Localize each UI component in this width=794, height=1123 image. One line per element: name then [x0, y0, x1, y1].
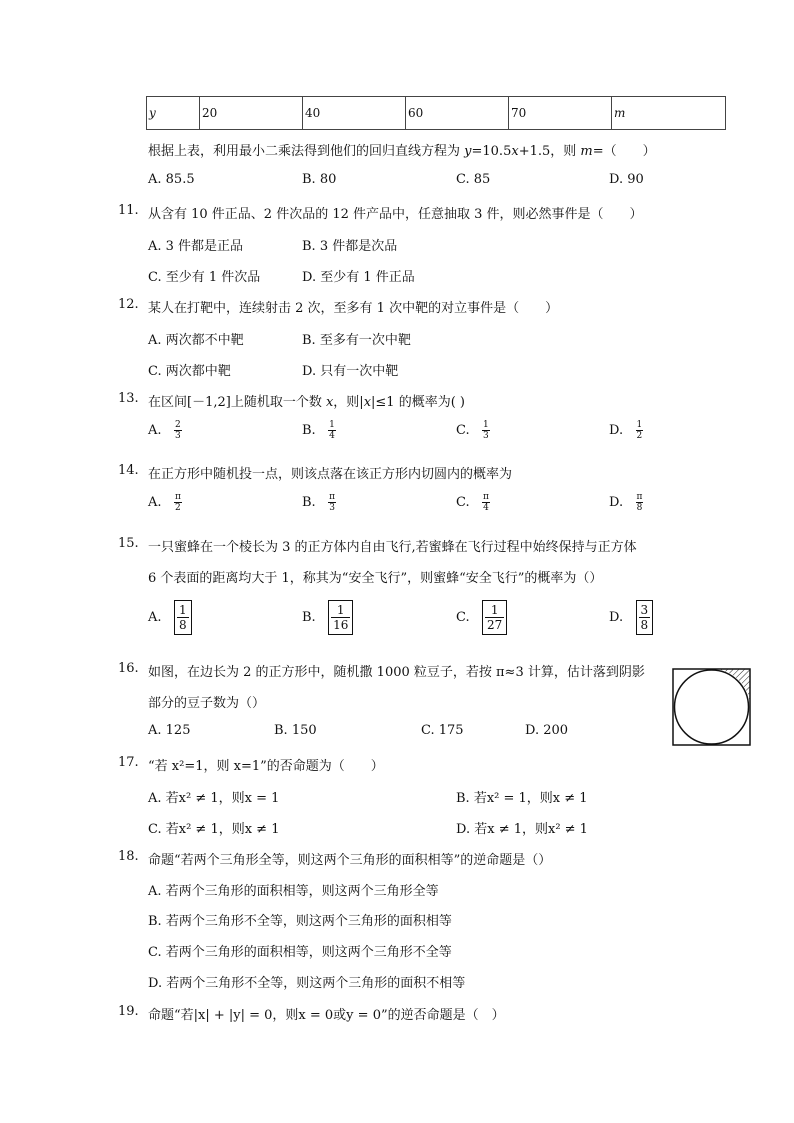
square-circle-figure — [672, 668, 752, 746]
fraction — [636, 420, 644, 441]
q12-option-c[interactable]: C. 两次都中靶 — [148, 364, 231, 379]
q12-option-d[interactable]: D. 只有一次中靶 — [302, 364, 399, 379]
q16-option-a[interactable]: A. 125 — [148, 723, 191, 738]
q13-stem-a: 在区间[－1,2]上随机取一个数 — [148, 395, 326, 410]
q13-option-c-label: C. — [456, 423, 470, 438]
q13-stem — [148, 391, 465, 410]
q14-option-c[interactable] — [456, 492, 490, 513]
denominator: 27 — [487, 618, 503, 632]
q17-option-c[interactable]: C. 若x² ≠ 1，则x ≠ 1 — [148, 822, 280, 837]
numerator: 1 — [483, 420, 489, 430]
q17-option-b[interactable]: B. 若x² = 1，则x ≠ 1 — [456, 791, 588, 806]
q15-option-d[interactable] — [609, 600, 653, 635]
q15-option-a[interactable] — [148, 600, 192, 635]
q10-option-a[interactable]: A. 85.5 — [148, 172, 195, 187]
q14-option-b[interactable] — [302, 492, 336, 513]
q11-number: 11. — [118, 203, 139, 218]
q15-number: 15. — [118, 536, 139, 551]
boxed-fraction — [482, 600, 507, 635]
q10-option-b[interactable]: B. 80 — [302, 172, 337, 187]
q14-number: 14. — [118, 463, 139, 478]
numerator: 3 — [640, 603, 649, 617]
q14-option-d[interactable] — [609, 492, 643, 513]
q13-option-b-label: B. — [302, 423, 316, 438]
fraction — [328, 420, 336, 441]
q10-eq-end: +1.5，则 — [518, 144, 581, 159]
q15-stem-line2: 6 个表面的距离均大于 1，称其为“安全飞行”，则蜜蜂“安全飞行”的概率为（） — [148, 571, 603, 586]
q13-stem-x2: x — [363, 395, 372, 410]
fraction — [328, 492, 336, 513]
fraction — [482, 420, 490, 441]
q10-option-d[interactable]: D. 90 — [609, 172, 644, 187]
q12-number: 12. — [118, 297, 139, 312]
q15-option-d-label: D. — [609, 610, 624, 625]
q13-option-a[interactable] — [148, 420, 182, 441]
denominator: 8 — [640, 618, 649, 632]
table-cell: 20 — [200, 97, 303, 130]
q10-stem-text-b: =（ ） — [592, 144, 656, 159]
numerator: π — [636, 492, 643, 502]
q19-number: 19. — [118, 1004, 139, 1019]
numerator: 2 — [174, 420, 181, 430]
q17-option-d[interactable]: D. 若x ≠ 1，则x² ≠ 1 — [456, 822, 588, 837]
inscribed-circle — [675, 670, 749, 744]
fraction — [174, 492, 182, 513]
q15-option-b-label: B. — [302, 610, 316, 625]
boxed-fraction — [328, 600, 353, 635]
q15-option-c-label: C. — [456, 610, 470, 625]
table-row — [147, 97, 726, 130]
q13-option-c[interactable] — [456, 420, 490, 441]
boxed-fraction — [636, 600, 654, 635]
numerator: 1 — [329, 420, 335, 430]
denominator: 16 — [333, 618, 349, 632]
q15-option-a-label: A. — [148, 610, 162, 625]
q18-number: 18. — [118, 849, 139, 864]
q18-option-d[interactable]: D. 若两个三角形不全等，则这两个三角形的面积不相等 — [148, 976, 466, 991]
q16-number: 16. — [118, 661, 139, 676]
q10-m: m — [580, 144, 593, 159]
q14-option-a[interactable] — [148, 492, 182, 513]
q14-stem: 在正方形中随机投一点，则该点落在该正方形内切圆内的概率为 — [148, 467, 513, 482]
q15-stem-line1: 一只蜜蜂在一个棱长为 3 的正方体内自由飞行,若蜜蜂在飞行过程中始终保持与正方体 — [148, 540, 637, 555]
q14-option-a-label: A. — [148, 495, 162, 510]
q11-option-b[interactable]: B. 3 件都是次品 — [302, 239, 398, 254]
table-cell: 60 — [406, 97, 509, 130]
q10-option-c[interactable]: C. 85 — [456, 172, 491, 187]
q15-option-b[interactable] — [302, 600, 353, 635]
q11-option-d[interactable]: D. 至少有 1 件正品 — [302, 270, 415, 285]
denominator: 8 — [178, 618, 187, 632]
q10-eq-x: x — [511, 144, 519, 159]
q18-option-c[interactable]: C. 若两个三角形的面积相等，则这两个三角形不全等 — [148, 945, 452, 960]
fraction — [636, 492, 644, 513]
data-table — [146, 96, 726, 130]
q18-option-a[interactable]: A. 若两个三角形的面积相等，则这两个三角形全等 — [148, 884, 439, 899]
q16-stem-line1: 如图，在边长为 2 的正方形中，随机撒 1000 粒豆子，若按 π≈3 计算，估计落到阴影 — [148, 665, 645, 680]
table-cell: 40 — [303, 97, 406, 130]
q11-option-a[interactable]: A. 3 件都是正品 — [148, 239, 244, 254]
table-cell: m — [612, 97, 726, 130]
q15-option-c[interactable] — [456, 600, 507, 635]
fraction — [482, 492, 490, 513]
q11-stem: 从含有 10 件正品、2 件次品的 12 件产品中，任意抽取 3 件，则必然事件是（ ） — [148, 207, 643, 222]
q11-option-c[interactable]: C. 至少有 1 件次品 — [148, 270, 261, 285]
q10-stem — [148, 140, 656, 159]
q17-stem: “若 x²=1，则 x=1”的否命题为（ ） — [148, 759, 384, 774]
q19-stem: 命题“若|x| + |y| = 0，则x = 0或y = 0”的逆否命题是（ ） — [148, 1008, 505, 1023]
q12-option-a[interactable]: A. 两次都不中靶 — [148, 333, 244, 348]
numerator: 1 — [485, 603, 504, 618]
denominator: 8 — [636, 503, 643, 513]
q16-option-d[interactable]: D. 200 — [525, 723, 569, 738]
q13-stem-b: ，则| — [333, 395, 364, 410]
denominator: 2 — [636, 431, 643, 441]
denominator: 4 — [329, 431, 335, 441]
q13-stem-x: x — [325, 395, 334, 410]
numerator: π — [174, 492, 181, 502]
q16-stem-line2: 部分的豆子数为（） — [148, 696, 266, 711]
q17-option-a[interactable]: A. 若x² ≠ 1，则x = 1 — [148, 791, 280, 806]
q13-number: 13. — [118, 391, 139, 406]
q14-option-b-label: B. — [302, 495, 316, 510]
denominator: 3 — [483, 431, 489, 441]
q18-option-b[interactable]: B. 若两个三角形不全等，则这两个三角形的面积相等 — [148, 914, 452, 929]
q14-option-c-label: C. — [456, 495, 470, 510]
q13-stem-c: |≤1 的概率为( ) — [371, 395, 465, 410]
denominator: 4 — [483, 503, 489, 513]
q13-option-a-label: A. — [148, 423, 162, 438]
denominator: 3 — [329, 503, 335, 513]
denominator: 3 — [174, 431, 181, 441]
q12-stem: 某人在打靶中，连续射击 2 次，至多有 1 次中靶的对立事件是（ ） — [148, 301, 559, 316]
table-cell: y — [147, 97, 200, 130]
q14-option-d-label: D. — [609, 495, 624, 510]
numerator: 1 — [331, 603, 350, 618]
q16-option-c[interactable]: C. 175 — [421, 723, 464, 738]
numerator: 1 — [178, 603, 187, 617]
q18-stem: 命题“若两个三角形全等，则这两个三角形的面积相等”的逆命题是（） — [148, 853, 552, 868]
q10-eq-y: y — [464, 144, 472, 159]
q13-option-b[interactable] — [302, 420, 336, 441]
boxed-fraction — [174, 600, 192, 635]
numerator: π — [329, 492, 336, 502]
denominator: 2 — [175, 503, 181, 513]
q16-option-b[interactable]: B. 150 — [274, 723, 317, 738]
q17-number: 17. — [118, 755, 139, 770]
q10-eq-mid: =10.5 — [471, 144, 512, 159]
q13-option-d-label: D. — [609, 423, 624, 438]
q12-option-b[interactable]: B. 至多有一次中靶 — [302, 333, 411, 348]
table-cell: 70 — [509, 97, 612, 130]
fraction — [174, 420, 182, 441]
q13-option-d[interactable] — [609, 420, 643, 441]
numerator: 1 — [636, 420, 643, 430]
numerator: π — [483, 492, 489, 502]
q10-stem-text-a: 根据上表，利用最小二乘法得到他们的回归直线方程为 — [148, 144, 465, 159]
